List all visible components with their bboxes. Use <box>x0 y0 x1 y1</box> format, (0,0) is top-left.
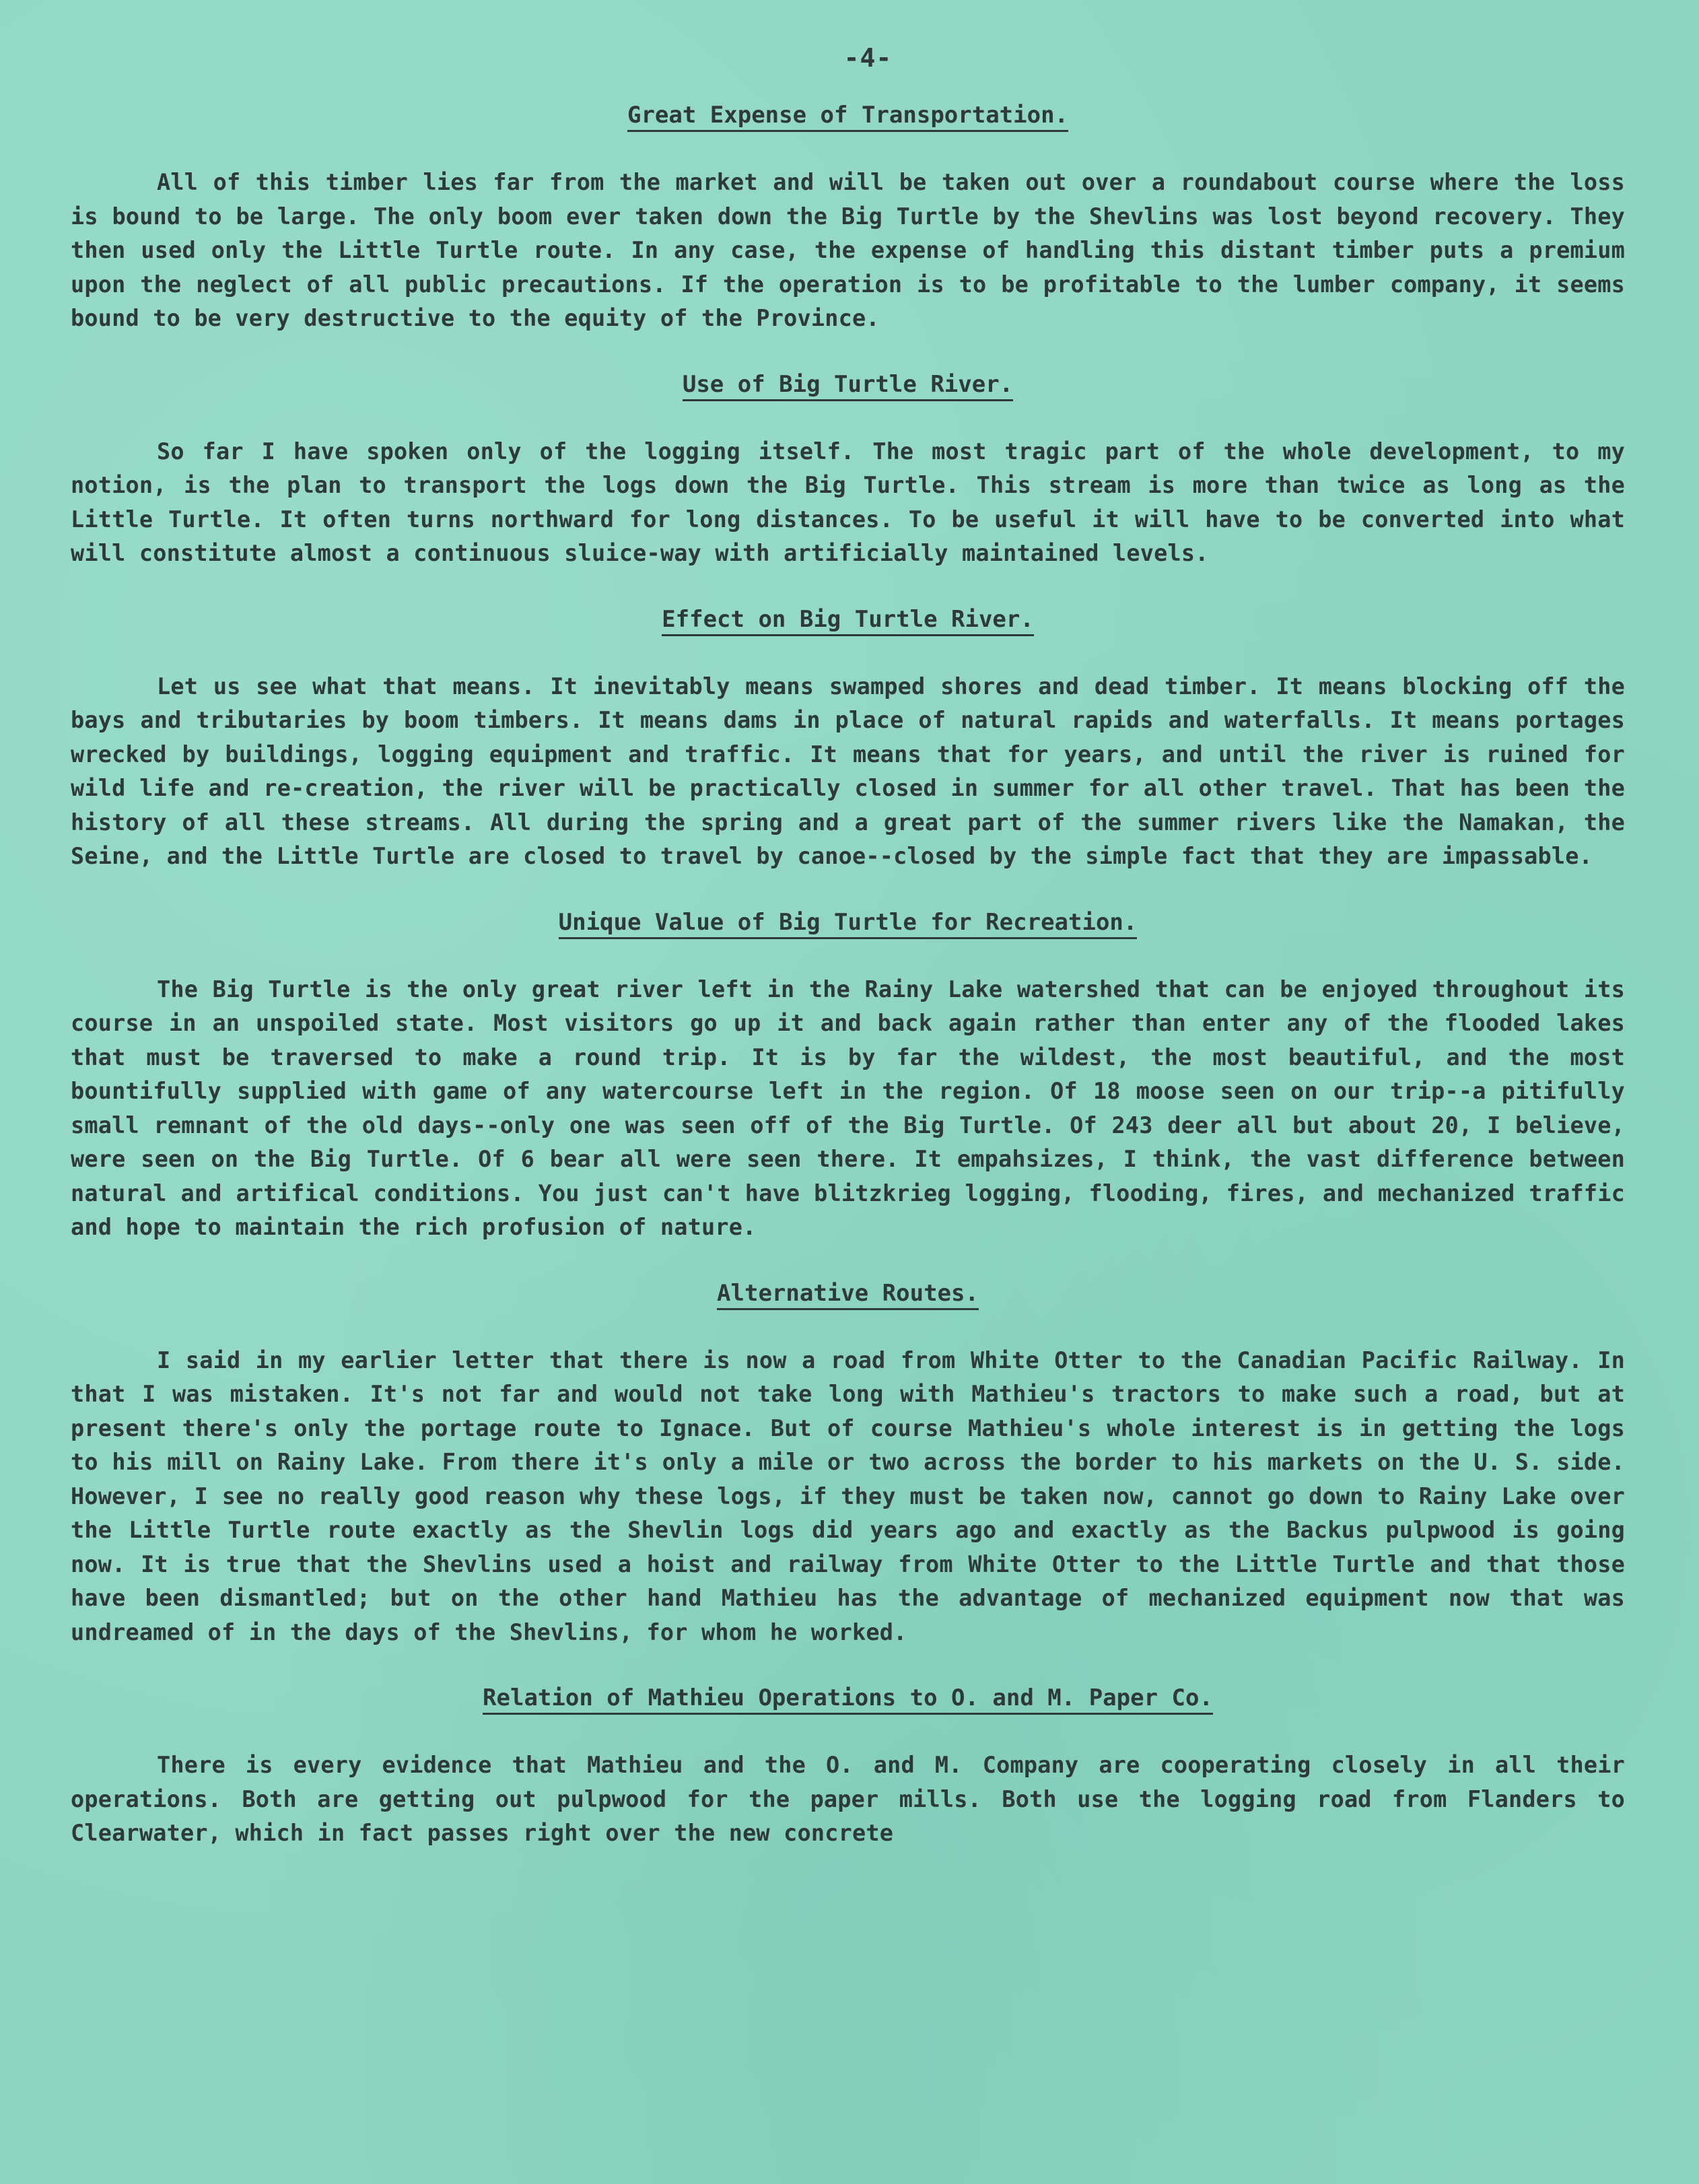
section-body-alternative-routes: I said in my earlier letter that there is now a road from White Otter to the Canadian Pacific Railway. In that I was mistaken. It's not far and would not take long with Mathieu's tractors to make such a road, but at present there's only the portage route to Ignace. But of course Mathieu's whole interest is in getting the logs to his mill on Rainy Lake. From there it's only a mile or two across the border to his markets on the U. S. side. However, I see no really good reason why these logs, if they must be taken now, cannot go down to Rainy Lake over the Little Turtle route exactly as the Shevlin logs did years ago and exactly as the Backus pulpwood is going now. It is true that the Shevlins used a hoist and railway from White Otter to the Little Turtle and that those have been dismantled; but on the other hand Mathieu has the advantage of mechanized equipment now that was undreamed of in the days of the Shevlins, for whom he worked. <box>71 1346 1625 1645</box>
heading-text: Unique Value of Big Turtle for Recreation. <box>559 909 1138 939</box>
section-body-use-of-big-turtle: So far I have spoken only of the logging itself. The most tragic part of the whole development, to my notion, is the plan to transport the logs down the Big Turtle. This stream is more than twice as long as the Little Turtle. It often turns northward for long distances. To be useful it will have to be converted into what will constitute almost a continuous sluice-way with artificially maintained levels. <box>71 438 1625 566</box>
section-heading-use-of-big-turtle <box>71 368 1625 401</box>
section-heading-transportation <box>71 98 1625 132</box>
heading-text: Great Expense of Transportation. <box>627 102 1068 132</box>
heading-text: Effect on Big Turtle River. <box>662 606 1034 636</box>
page-number: -4- <box>843 43 893 73</box>
heading-text: Alternative Routes. <box>717 1280 979 1310</box>
section-heading-mathieu-relation <box>71 1681 1625 1715</box>
section-heading-effect-on-big-turtle <box>71 603 1625 636</box>
section-body-effect-on-big-turtle: Let us see what that means. It inevitably means swamped shores and dead timber. It means blocking off the bays and tributaries by boom timbers. It means dams in place of natural rapids and waterfalls. It means portages wrecked by buildings, logging equipment and traffic. It means that for years, and until the river is ruined for wild life and re-creation, the river will be practically closed in summer for all other travel. That has been the history of all these streams. All during the spring and a great part of the summer rivers like the Namakan, the Seine, and the Little Turtle are closed to travel by canoe--closed by the simple fact that they are impassable. <box>71 673 1625 869</box>
section-heading-alternative-routes <box>71 1276 1625 1310</box>
section-body-mathieu-relation: There is every evidence that Mathieu and the O. and M. Company are cooperating closely in all their operations. Both are getting out pulpwood for the paper mills. Both use the logging road from Flanders to Clearwater, which in fact passes right over the new concrete <box>71 1752 1625 1846</box>
section-body-transportation: All of this timber lies far from the market and will be taken out over a roundabout course where the loss is bound to be large. The only boom ever taken down the Big Turtle by the Shevlins was lost beyond recovery. They then used only the Little Turtle route. In any case, the expense of handling this distant timber puts a premium upon the neglect of all public precautions. If the operation is to be profitable to the lumber company, it seems bound to be very destructive to the equity of the Province. <box>71 169 1625 331</box>
section-body-unique-value: The Big Turtle is the only great river left in the Rainy Lake watershed that can be enjoyed throughout its course in an unspoiled state. Most visitors go up it and back again rather than enter any of the flooded lakes that must be traversed to make a round trip. It is by far the wildest, the most beautiful, and the most bountifully supplied with game of any watercourse left in the region. Of 18 moose seen on our trip--a pitifully small remnant of the old days--only one was seen off of the Big Turtle. Of 243 deer all but about 20, I believe, were seen on the Big Turtle. Of 6 bear all were seen there. It empahsizes, I think, the vast difference between natural and artifical conditions. You just can't have blitzkrieg logging, flooding, fires, and mechanized traffic and hope to maintain the rich profusion of nature. <box>71 976 1625 1240</box>
heading-text: Use of Big Turtle River. <box>683 371 1013 401</box>
heading-text: Relation of Mathieu Operations to O. and M. Paper Co. <box>483 1684 1213 1715</box>
section-heading-unique-value <box>71 906 1625 939</box>
